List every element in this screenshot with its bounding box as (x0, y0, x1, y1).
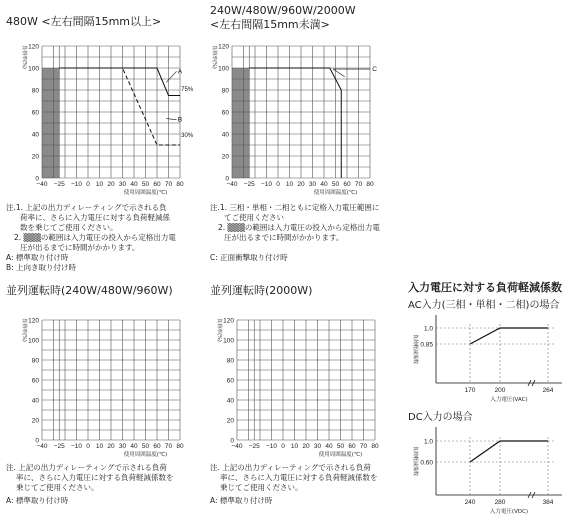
c3-xtick: 80 (176, 443, 184, 450)
c4-ytick: 20 (226, 417, 234, 425)
chart3-title: 並列運転時(240W/480W/960W) (6, 284, 173, 297)
c3-ytick: 80 (31, 357, 39, 365)
c5-ytick: 1.0 (423, 325, 433, 333)
c2-ylabel: 負荷率(%) (211, 45, 217, 69)
c3-ytick: 0 (35, 437, 39, 445)
c6-series-line (470, 441, 548, 462)
c1-xtick: 10 (95, 181, 104, 188)
c1-ytick: 20 (31, 153, 39, 161)
c4-xlabel: 使用周囲温度(℃) (318, 452, 363, 458)
c6-ytick: 0.60 (420, 459, 433, 467)
c3-xtick: −10 (70, 443, 83, 450)
c3-xtick: −25 (53, 443, 65, 450)
c4-xtick: 80 (371, 443, 379, 450)
c2-xtick: 0 (276, 181, 280, 188)
c3-xtick: −40 (36, 443, 48, 450)
c2-ytick: 40 (221, 131, 229, 139)
c6-xlabel: 入力電圧(VDC) (489, 509, 529, 515)
note-line: 乗じてご使用ください。 (220, 483, 303, 492)
chart1-title: 480W <左右間隔15mm以上> (6, 15, 162, 28)
c1-xtick: 60 (153, 181, 161, 188)
c5-series-line (470, 328, 548, 344)
note-line: 注. 上記の出力ディレーティングで示される負荷 (210, 463, 371, 472)
c1-annot-30: 30% (181, 133, 194, 140)
c2-ytick: 80 (221, 87, 229, 95)
c4-xtick: 30 (313, 443, 322, 450)
c1-xtick: −25 (53, 181, 65, 188)
c3-ytick: 100 (28, 337, 39, 345)
note-line: 乗じてご使用ください。 (16, 483, 99, 492)
c4-xtick: 0 (281, 443, 285, 450)
c2-xtick: 10 (285, 181, 294, 188)
c4-ytick: 120 (223, 317, 234, 325)
derating-title: 入力電圧に対する負荷軽減係数 (408, 281, 562, 294)
c5-ytick: 0.85 (420, 341, 433, 349)
c4-xtick: −10 (265, 443, 278, 450)
c3-ytick: 120 (28, 317, 39, 325)
chart4-title: 並列運転時(2000W) (210, 284, 313, 297)
c4-ytick: 40 (226, 397, 234, 405)
c3-xtick: 40 (130, 443, 138, 450)
c3-ytick: 40 (31, 397, 39, 405)
c4-xtick: −25 (248, 443, 260, 450)
c2-ytick: 60 (221, 109, 229, 117)
c1-annot-75: 75% (181, 86, 194, 93)
c1-leader-b (166, 119, 176, 120)
c3-xtick: 20 (107, 443, 115, 450)
note-line: 率に、さらに入力電圧に対する負荷軽減係数を (220, 473, 378, 482)
c1-ytick: 100 (28, 65, 39, 73)
c4-xtick: 70 (359, 443, 368, 450)
c6-xtick: 240 (464, 499, 476, 506)
c2-annot-c: C (372, 66, 378, 74)
c2-xlabel: 使用周囲温度(℃) (313, 190, 358, 196)
chart2-title-line2: <左右間隔15mm未満> (210, 18, 330, 31)
c2-xtick: −10 (260, 181, 273, 188)
note-line: 注. 上記の出力ディレーティングで示される負荷 (6, 463, 167, 472)
c1-xtick: 0 (86, 181, 90, 188)
c3-ylabel: 負荷率(%) (21, 318, 27, 342)
note-line: 圧が出るまでに時間がかかります。 (224, 233, 344, 242)
c5-xtick: 200 (494, 387, 506, 394)
chart2-legend: C: 正面衝撃取り付け時 (210, 253, 288, 262)
c4-ytick: 60 (226, 377, 234, 385)
note-line: 2. ▒▒▒の範囲は入力電圧の投入から定格出力電 (218, 223, 380, 232)
note-line: 数を乗じてご使用ください。 (20, 223, 118, 232)
c1-series-A (59, 68, 180, 96)
c1-annot-a: A (177, 68, 183, 76)
c2-leader-c-1 (333, 69, 345, 77)
c1-xtick: 20 (107, 181, 115, 188)
c2-xtick: 70 (354, 181, 363, 188)
c2-xtick: 40 (320, 181, 328, 188)
c4-ytick: 80 (226, 357, 234, 365)
c3-xtick: 70 (164, 443, 173, 450)
note-line: 圧が出るまでに時間がかかります。 (20, 243, 140, 252)
c6-xtick: 384 (542, 499, 554, 506)
c3-ytick: 20 (31, 417, 39, 425)
c1-ylabel: 負荷率(%) (21, 45, 27, 69)
c3-xtick: 10 (95, 443, 104, 450)
c1-leader-a (166, 71, 176, 82)
c4-xtick: 10 (290, 443, 299, 450)
note-line: 荷率に、さらに入力電圧に対する負荷軽減係 (20, 213, 170, 222)
c1-ytick: 120 (28, 43, 39, 51)
chart4-legend: A: 標準取り付け時 (210, 496, 273, 505)
dc-input-subtitle: DC入力の場合 (408, 412, 473, 423)
c3-xtick: 50 (141, 443, 150, 450)
c3-ytick: 60 (31, 377, 39, 385)
chart3-legend: A: 標準取り付け時 (6, 496, 69, 505)
c1-xtick: 80 (176, 181, 184, 188)
c1-xtick: −10 (70, 181, 83, 188)
c2-ytick: 100 (218, 65, 229, 73)
c2-xtick: −25 (243, 181, 255, 188)
c6-ylabel: 負荷軽減係数 (412, 445, 418, 477)
c2-xtick: −40 (226, 181, 238, 188)
c1-xtick: −40 (36, 181, 48, 188)
c4-xtick: 60 (348, 443, 356, 450)
c2-xtick: 60 (343, 181, 351, 188)
c4-xtick: 50 (336, 443, 345, 450)
c1-annot-b: B (177, 116, 183, 124)
c2-ytick: 0 (225, 175, 229, 183)
c2-ytick: 20 (221, 153, 229, 161)
c1-xtick: 30 (118, 181, 127, 188)
c1-xtick: 40 (130, 181, 138, 188)
c1-xlabel: 使用周囲温度(℃) (123, 190, 168, 196)
chart2-title-line1: 240W/480W/960W/2000W (210, 4, 356, 17)
c2-xtick: 20 (297, 181, 305, 188)
c4-ytick: 0 (230, 437, 234, 445)
c3-xtick: 0 (86, 443, 90, 450)
c2-xtick: 50 (331, 181, 340, 188)
c1-ytick: 80 (31, 87, 39, 95)
c2-ytick: 120 (218, 43, 229, 51)
c1-xtick: 50 (141, 181, 150, 188)
c5-xtick: 264 (542, 387, 554, 394)
c5-ylabel: 負荷軽減係数 (412, 333, 418, 365)
c1-ytick: 0 (35, 175, 39, 183)
note-line: 注.1. 上記の出力ディレーティングで示される負 (6, 203, 167, 212)
c6-xtick: 280 (494, 499, 506, 506)
c4-xtick: −40 (231, 443, 243, 450)
c1-xtick: 70 (164, 181, 173, 188)
c1-ytick: 60 (31, 109, 39, 117)
c5-xtick: 170 (464, 387, 476, 394)
c4-xtick: 20 (302, 443, 310, 450)
c5-xlabel: 入力電圧(VAC) (490, 397, 528, 403)
c3-xtick: 30 (118, 443, 127, 450)
c3-xtick: 60 (153, 443, 161, 450)
c4-xtick: 40 (325, 443, 333, 450)
c2-xtick: 80 (366, 181, 374, 188)
note-line: てご使用ください (224, 213, 284, 222)
c1-ytick: 40 (31, 131, 39, 139)
note-line: 注.1. 三相・単相・二相ともに定格入力電圧範囲に (210, 203, 380, 212)
c4-ytick: 100 (223, 337, 234, 345)
c3-xlabel: 使用周囲温度(℃) (123, 452, 168, 458)
ac-input-subtitle: AC入力(三相・単相・二相)の場合 (408, 300, 560, 311)
c6-ytick: 1.0 (423, 438, 433, 446)
legend-a: A: 標準取り付け時 (6, 253, 69, 262)
c4-ylabel: 負荷率(%) (216, 318, 222, 342)
legend-b: B: 上向き取り付け時 (6, 263, 77, 272)
note-line: 2. ▒▒▒の範囲は入力電圧の投入から定格出力電 (14, 233, 176, 242)
c2-xtick: 30 (308, 181, 317, 188)
note-line: 率に、さらに入力電圧に対する負荷軽減係数を (16, 473, 174, 482)
